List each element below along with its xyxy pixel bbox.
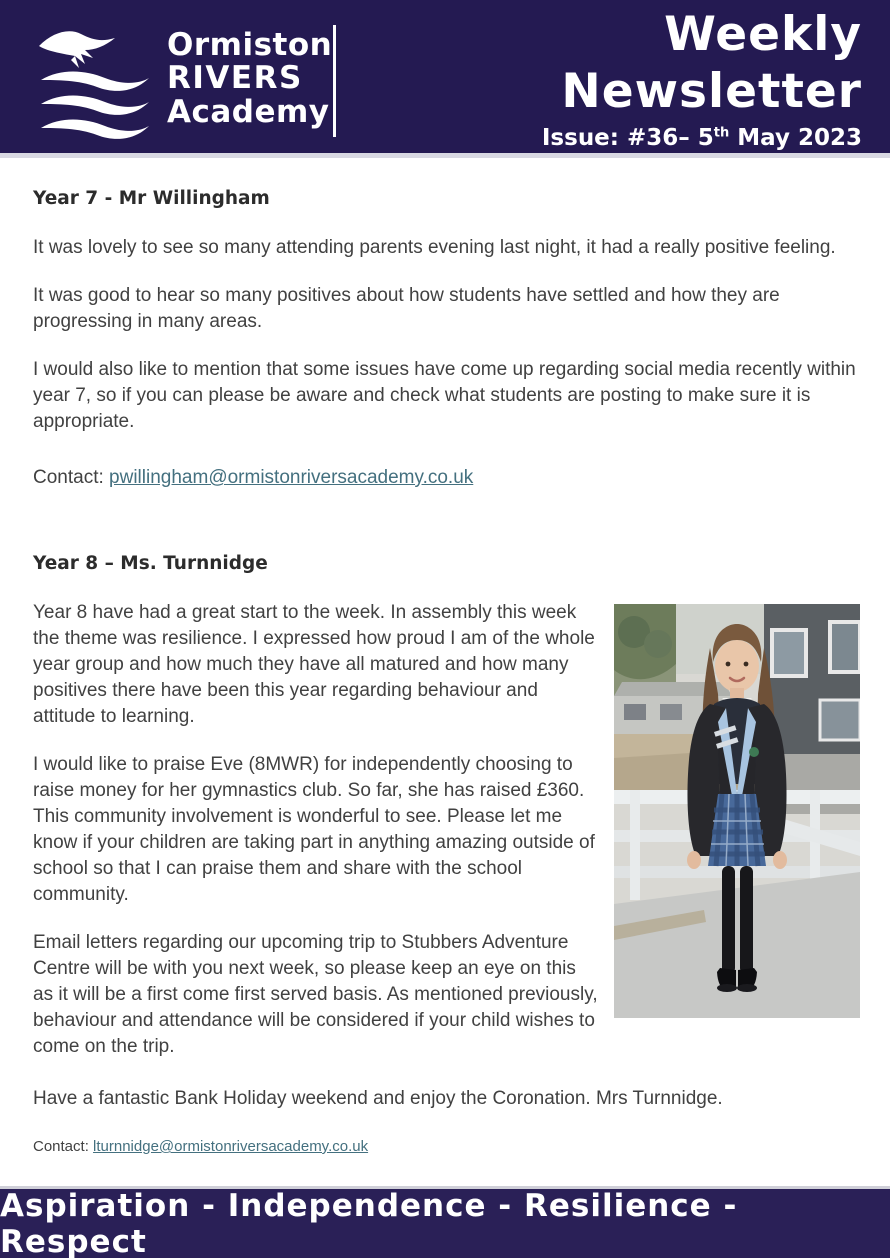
logo-divider [333, 25, 336, 137]
issue-prefix: Issue: #36– 5 [541, 124, 714, 151]
footer-banner [0, 1186, 890, 1258]
year7-heading: Year 7 - Mr Willingham [33, 188, 270, 209]
year7-section [33, 188, 860, 489]
year8-contact-label: Contact: [33, 1138, 94, 1155]
year7-contact-label: Contact: [33, 467, 110, 488]
school-name-line1: Ormiston [167, 26, 333, 63]
year7-paragraph: I would also like to mention that some issues have come up regarding social media recently within year 7, so if you can please be aware and check what students are posting to make sure it is appropriate. [33, 359, 856, 432]
masthead [542, 6, 862, 151]
year8-closing-line: Have a fantastic Bank Holiday weekend and enjoy the Coronation. Mrs Turnnidge. [33, 1088, 723, 1109]
issue-ordinal-suffix: th [713, 125, 730, 140]
year8-paragraph: Year 8 have had a great start to the week. In assembly this week the theme was resilience. I expressed how proud I am of the whole year group and how much they have all matured and how many positives there have been this year regarding behaviour and attitude to learning. [33, 602, 595, 727]
year8-paragraph: I would like to praise Eve (8MWR) for independently choosing to raise money for her gymnastics club. So far, she has raised £360. This community involvement is wonderful to see. Please let me know if your children are taking part in anything amazing outside of school so that I can praise them and share with the school community. [33, 754, 595, 905]
year8-contact-email-link[interactable]: lturnnidge@ormistonriversacademy.co.uk [93, 1138, 369, 1155]
year7-paragraph: It was good to hear so many positives about how students have settled and how they are progressing in many areas. [33, 285, 780, 332]
school-name-line3: Academy [167, 93, 330, 130]
year7-paragraph: It was lovely to see so many attending parents evening last night, it had a really positive feeling. [33, 237, 836, 258]
year8-heading: Year 8 – Ms. Turnnidge [33, 553, 268, 574]
school-name [167, 26, 333, 130]
newsletter-title-line2: Newsletter [561, 64, 862, 120]
year7-contact-line [33, 467, 860, 489]
year8-text-flow [33, 600, 860, 1060]
school-logo [35, 18, 332, 140]
newsletter-body [0, 158, 890, 1155]
newsletter-title-line1: Weekly [664, 7, 862, 62]
issue-line [542, 125, 862, 151]
year8-section [33, 553, 860, 1155]
year8-paragraph: Email letters regarding our upcoming trip to Stubbers Adventure Centre will be with you next week, so please keep an eye on this as it will be a first come first served basis. As mentioned previously, behaviour and attendance will be considered if your child wishes to come on the trip. [33, 932, 598, 1057]
student-photo [614, 604, 860, 1018]
header-banner [0, 0, 890, 158]
year8-contact-line [33, 1138, 860, 1155]
issue-suffix: May 2023 [729, 124, 862, 151]
bird-and-waves-logo-icon [35, 18, 155, 140]
year7-contact-email-link[interactable]: pwillingham@ormistonriversacademy.co.uk [109, 467, 474, 488]
school-name-line2: RIVERS [167, 60, 303, 97]
student-photo-illustration [614, 604, 860, 1018]
newsletter-title [542, 6, 862, 121]
school-motto: Aspiration - Independence - Resilience - Respect [0, 1187, 738, 1258]
